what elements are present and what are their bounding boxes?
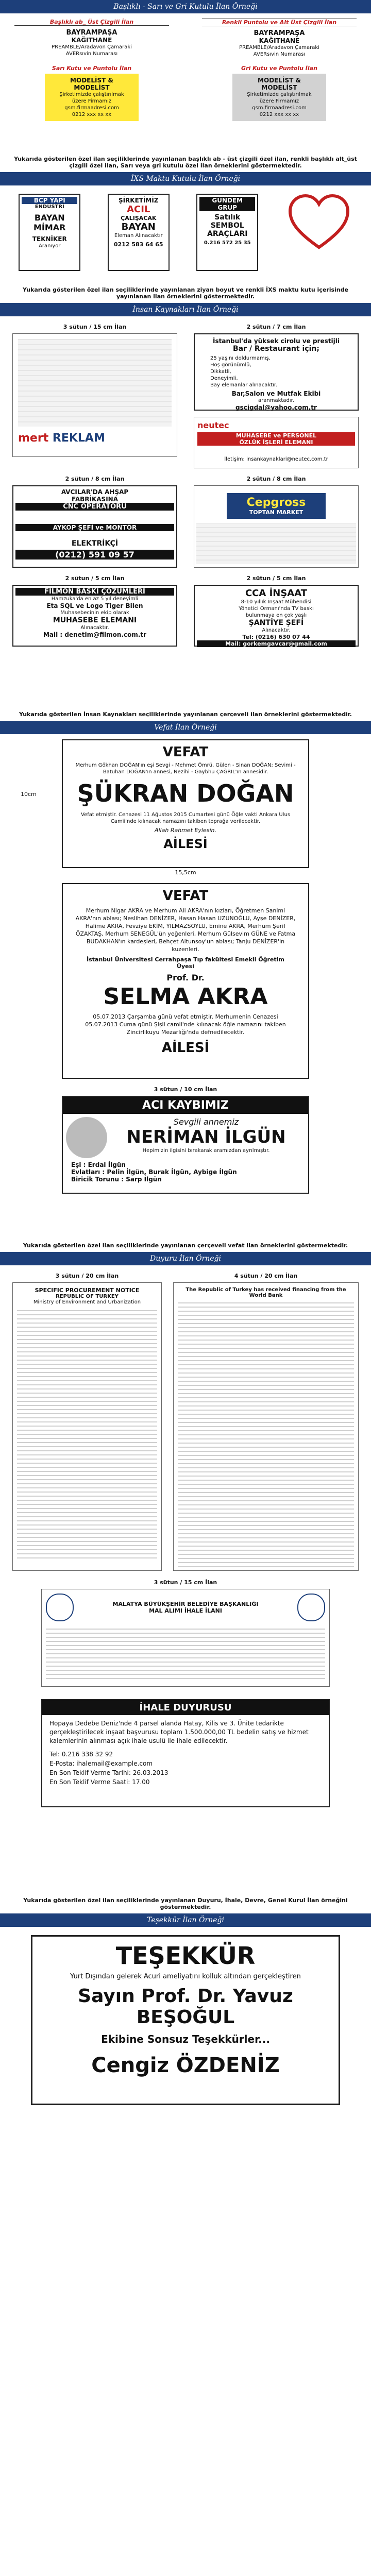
ad-yellow-head: Sarı Kutu ve Puntolu İlan xyxy=(52,65,132,72)
duyuru-2 xyxy=(173,1282,359,1571)
hr-col-right xyxy=(194,320,359,468)
ad-right-header xyxy=(202,19,357,58)
hr-filmon-ad xyxy=(12,585,177,647)
hr-h2: 2 sütun / 7 cm İlan xyxy=(246,324,306,330)
vefat-2-text3: 05.07.2013 Çarşamba günü vefat etmiştir. Merhumenin Cenazesi 05.07.2013 Cuma günü Şişli camii'nde kılınacak öğle namazını takiben Zincirlikuyu Mezarlığı'nda defnedilecektir. xyxy=(85,1013,286,1036)
duyuru-col-right xyxy=(173,1269,359,1571)
duyuru-1 xyxy=(12,1282,162,1571)
ad-gray-title2: MODELİST xyxy=(261,84,297,91)
seal-icon xyxy=(297,1594,325,1621)
ixs1-t6: Aranıyor xyxy=(39,243,61,249)
hr-bar-ad xyxy=(194,333,359,411)
ixs3-t6: 0.216 572 25 35 xyxy=(204,240,251,246)
ixs3-t5: ARAÇLARI xyxy=(207,230,248,238)
vefat-3 xyxy=(62,1096,309,1194)
hr-filmon-h2: MUHASEBE ELEMANI xyxy=(53,616,137,624)
ad-left-title2: KAĞITHANE xyxy=(71,37,112,44)
hr-h4: 2 sütun / 5 cm İlan xyxy=(65,575,125,582)
ihale-head: İHALE DUYURUSU xyxy=(42,1700,329,1715)
duyuru-3-head: MALATYA BÜYÜKŞEHİR BELEDİYE BAŞKANLIĞI xyxy=(112,1601,259,1607)
hr-merk-ad xyxy=(12,333,177,457)
hr-bar-cta2: aranmaktadır. xyxy=(258,398,294,403)
ixs3-t3: Satılık xyxy=(214,213,241,222)
hr-cepgross-logo1: Cepgross xyxy=(246,496,306,509)
ixs2-t6: 0212 583 64 65 xyxy=(113,241,163,248)
vefat-2-head: VEFAT xyxy=(162,888,209,904)
section-5 xyxy=(0,1265,371,1894)
hr-bar-cta: Bar,Salon ve Mutfak Ekibi xyxy=(231,390,321,397)
hr-cnc-h4: AYKOP ŞEFİ ve MONTÖR xyxy=(15,524,174,531)
ihale-row: E-Posta: ihalemail@example.com xyxy=(49,1760,153,1767)
ihale-row: En Son Teklif Verme Tarihi: 26.03.2013 xyxy=(49,1769,168,1776)
hr-cnc-h5: ELEKTRİKÇİ xyxy=(71,539,119,548)
section-bar-5: Duyuru İlan Örneği xyxy=(0,1252,371,1265)
ihale-row: Tel: 0.216 338 32 92 xyxy=(49,1751,113,1758)
hr-neutec-ad xyxy=(194,417,359,468)
duyuru-1-sub2: Ministry of Environment and Urbanization xyxy=(33,1299,141,1305)
ad-right-title: BAYRAMPAŞA xyxy=(254,29,305,37)
ad-yellow-box xyxy=(45,74,139,121)
vefat-1-family: AİLESİ xyxy=(163,837,208,851)
ad-left-header xyxy=(14,19,169,58)
ad-left-sub: PREAMBLE/Aradavon Çamaraki xyxy=(52,44,132,50)
hr-cepgross-ad xyxy=(194,485,359,568)
ad-right-title2: KAĞITHANE xyxy=(259,37,300,44)
hr-cca-h2: ŞANTİYE ŞEFİ xyxy=(248,619,304,627)
ad-gray-l2: üzere Firmamız xyxy=(259,98,299,104)
vefat-3-head: ACI KAYBIMIZ xyxy=(63,1097,308,1114)
hr-cepgross-logo2: TOPTAN MARKET xyxy=(249,509,303,516)
ad-left-title: BAYRAMPAŞA xyxy=(66,29,117,37)
duyuru-col-left xyxy=(12,1269,162,1571)
hr-neutec-h2: ÖZLÜK İŞLERİ ELEMANI xyxy=(197,439,355,446)
ixs-ad-2 xyxy=(108,194,170,271)
section-bar-1: Başlıklı - Sarı ve Gri Kutulu İlan Örneği xyxy=(0,0,371,13)
vefat-2-name: SELMA AKRA xyxy=(103,984,268,1010)
municipality-logo-icon xyxy=(46,1594,74,1621)
hr-merk-logo xyxy=(18,432,172,445)
tesekkur-sub: Ekibine Sonsuz Teşekkürler... xyxy=(101,2033,270,2045)
vefat-3-row: Evlatları : Pelin İlgün, Burak İlgün, Aybige İlgün xyxy=(71,1168,237,1176)
hr-cnc-h1: AVCILAR'DA AHŞAP xyxy=(61,488,129,496)
ixs1-t2: ENDÜSTRİ xyxy=(35,204,64,210)
ad-left-head: Başlıklı ab_ Üst Çizgili İlan xyxy=(14,19,169,26)
hr-col-left2 xyxy=(12,472,177,568)
hr-bar-item: Deneyimli, xyxy=(210,376,238,381)
section-3 xyxy=(0,316,371,708)
section-bar-3: İnsan Kaynakları İlan Örneği xyxy=(0,303,371,316)
ad-yellow-l4: 0212 xxx xx xx xyxy=(72,112,112,117)
vefat-1-height: 10cm xyxy=(21,791,37,798)
ihale-text: Hopaya Dedebe Deniz'nde 4 parsel alanda Hatay, Kilis ve 3. Ünite tedarikte gerçekleştirilecek inşaat başvurusu toplam 1.500.000,00 TL bedelin satış ve hizmet kalemlerinin alınması açık ihale usulü ile ihale edilecektir. xyxy=(49,1720,309,1744)
tesekkur-head: TEŞEKKÜR xyxy=(115,1942,256,1970)
vefat-2 xyxy=(62,883,309,1079)
vefat-3-sub: Sevgili annemiz xyxy=(173,1117,239,1127)
vefat-3-rows xyxy=(63,1161,308,1183)
ixs3-t2: GRUP xyxy=(199,204,255,211)
hr-bar-item: Bay elemanlar alınacaktır. xyxy=(210,382,278,388)
ad-yellow-title: MODELİST & xyxy=(70,77,113,84)
ad-right-sub2: AVERsıvin Numarası xyxy=(253,52,306,57)
tesekkur xyxy=(31,1935,340,2105)
hr-cnc-h2: FABRİKASINA xyxy=(72,496,118,503)
hr-cca-phone: Tel: (0216) 630 07 44 xyxy=(242,634,310,640)
hr-filmon-l3: Muhasebecinin ekip olarak xyxy=(60,610,129,616)
hr-filmon-l4: Alınacaktır. xyxy=(80,625,109,631)
ad-gray-wrap xyxy=(202,65,357,123)
hr-col-left3 xyxy=(12,572,177,647)
hr-bar-sub: için; xyxy=(302,345,319,353)
vefat-1-text2: Vefat etmiştir. Cenazesi 11 Ağustos 2015 Cumartesi günü Öğle vakti Ankara Ulus Camii'nde kılınacak namazını takiben toprağa verilecektir. xyxy=(81,812,290,824)
hr-filmon-h1: FİLMON BASKI ÇÖZÜMLERİ xyxy=(15,588,174,596)
vefat-3-row: Eşi : Erdal İlgün xyxy=(71,1161,126,1168)
hr-col-left xyxy=(12,320,177,468)
ixs2-t5: Eleman Alınacaktır xyxy=(114,233,163,239)
duyuru-h2: 4 sütun / 20 cm İlan xyxy=(234,1273,298,1279)
vefat-3-row: Biricik Torunu : Sarp İlgün xyxy=(71,1176,162,1183)
ixs-ad-3 xyxy=(196,194,258,271)
duyuru-h1: 3 sütun / 20 cm İlan xyxy=(55,1273,119,1279)
ihale-rows xyxy=(42,1750,329,1787)
hr-filmon-l2: Eta SQL ve Logo Tiger Bilen xyxy=(46,602,143,609)
ad-yellow-l1: Şirketimizde çalıştırılmak xyxy=(59,92,124,97)
hr-filmon-l1: Hamzuka'da en az 5 yıl deneyimli xyxy=(51,596,139,602)
ad-gray-l3: gsm.firmaadresi.com xyxy=(252,105,307,111)
ad-gray-head: Gri Kutu ve Puntolu İlan xyxy=(241,65,317,72)
hr-cca-l3: bulunmaya en çok yaşlı xyxy=(245,613,307,618)
hr-bar-mail: gscigdal@yahoo.com.tr xyxy=(235,404,317,411)
ad-right-sub: PREAMBLE/Aradavon Çamaraki xyxy=(239,45,319,50)
section-6 xyxy=(0,1927,371,2113)
duyuru-2-title: The Republic of Turkey has received financing from the World Bank xyxy=(185,1287,346,1298)
avatar xyxy=(66,1117,107,1158)
ixs1-t4: MİMAR xyxy=(33,223,66,232)
hr-bar-item: Hoş görünümlü, xyxy=(210,362,251,368)
ixs1-t1: BCP YAPI xyxy=(22,197,77,204)
vefat-2-text2: İstanbul Üniversitesi Cerrahpaşa Tıp fakültesi Emekli Öğretim Üyesi xyxy=(87,956,284,970)
ixs-ad-1 xyxy=(19,194,80,271)
ixs3-t1: GÜNDEM xyxy=(199,197,255,204)
ihale-duyurusu xyxy=(41,1699,330,1807)
vefat-1 xyxy=(62,739,309,868)
section-2 xyxy=(0,185,371,283)
hr-merk-logo1: mert xyxy=(18,432,49,445)
duyuru-3-sub: MAL ALIMI İHALE İLANI xyxy=(149,1607,222,1614)
ad-gray-title: MODELİST & xyxy=(258,77,301,84)
duyuru-3 xyxy=(41,1589,330,1687)
hr-cca-ad xyxy=(194,585,359,647)
section-4 xyxy=(0,734,371,1239)
ad-gray-l4: 0212 xxx xx xx xyxy=(259,112,299,117)
section-3-note: Yukarıda gösterilen İnsan Kaynakları seçiliklerinde yayınlanan çerçeveli ilan örneklerini göstermektedir. xyxy=(19,711,352,718)
hr-h3: 2 sütun / 8 cm İlan xyxy=(65,476,125,482)
hr-col-right2 xyxy=(194,472,359,568)
vefat-3-name: NERİMAN İLGÜN xyxy=(126,1127,286,1147)
hr-bar-items xyxy=(210,355,355,388)
ad-yellow-l3: gsm.firmaadresi.com xyxy=(64,105,119,111)
hr-col-right3 xyxy=(194,572,359,647)
hr-bar-title2 xyxy=(198,345,355,353)
heart-icon xyxy=(288,194,350,250)
hr-cnc-space xyxy=(15,511,174,524)
vefat-2-title: Prof. Dr. xyxy=(166,973,205,982)
hr-merk-body xyxy=(18,339,172,427)
section-bar-2: İXS Maktu Kutulu İlan Örneği xyxy=(0,172,371,185)
hr-cnc-ad xyxy=(12,485,177,568)
hr-cnc-h3: CNC OPERATÖRÜ xyxy=(15,503,174,511)
hr-h1: 3 sütun / 15 cm İlan xyxy=(63,324,127,330)
ad-yellow-wrap xyxy=(14,65,169,123)
section-bar-4: Vefat İlan Örneği xyxy=(0,721,371,734)
hr-bar-item: 25 yaşını doldurmamış, xyxy=(210,355,271,361)
ixs2-t3: ÇALIŞACAK xyxy=(121,215,157,222)
tesekkur-name: Sayın Prof. Dr. Yavuz BEŞOĞUL xyxy=(78,1986,293,2028)
duyuru-3-body xyxy=(46,1625,325,1682)
hr-h4b: 2 sütun / 5 cm İlan xyxy=(246,575,306,582)
hr-h3b: 2 sütun / 8 cm İlan xyxy=(246,476,306,482)
duyuru-1-body xyxy=(17,1309,157,1562)
vefat-2-text: Merhum Nigar AKRA ve Merhum Ali AKRA'nın kızları, Öğretmen Sanimi AKRA'nın ablası; Neslihan DENİZER, Hasan Hasan UZUNOĞLU, Ayşe DENİZER, Halime AKRA, Fevziye EKİM, YILMAZSOYLU, Emine AKRA, Merhum Şerif ÖZAKTAŞ, Merhum SENEGÜL'ün yeğenleri, Merhum Gülsevim GÜNE ve Fatma BUDAKHAN'ın kardeşleri, Behçet Altunsoy'un ablası; Tanju DENİZER'in kuzenleri. xyxy=(75,907,296,953)
section-1 xyxy=(0,13,371,152)
hr-cca-mail: Mail: gorkemgavcar@gmail.com xyxy=(197,640,356,647)
section-2-note: Yukarıda gösterilen özel ilan seçiliklerinde yayınlanan ziyan boyut ve renkli İXS maktu kutu içerisinde yayınlanan ilan örneklerini göstermektedir. xyxy=(23,286,348,300)
ad-left-sub2: AVERsıvin Numarası xyxy=(65,51,118,57)
ad-gray-l1: Şirketimizde çalıştırılmak xyxy=(247,92,312,97)
hr-cepgross-body xyxy=(196,523,356,564)
ixs2-t1: ŞİRKETİMİZ xyxy=(118,197,159,204)
hr-filmon-mail: Mail : denetim@filmon.com.tr xyxy=(43,631,147,638)
section-1-note: Yukarıda gösterilen özel ilan seçiliklerinde yayınlanan başlıklı ab - üst çizgili özel ilan, renkli başlıklı alt_üst çizgili özel ilan, Sarı veya gri kutulu özel ilan örneklerini göstermektedir. xyxy=(14,156,357,169)
hr-cca-l2: Yönetici Ormanı'nda TV baskı xyxy=(239,606,314,612)
vefat-1-name: ŞÜKRAN DOĞAN xyxy=(77,779,294,807)
vefat-1-wrap xyxy=(21,739,330,876)
vefat-1-width: 15,5cm xyxy=(175,869,196,876)
section-bar-6: Teşekkür İlan Örneği xyxy=(0,1913,371,1927)
section-4-note: Yukarıda gösterilen özel ilan seçiliklerinde yayınlanan çerçeveli vefat ilan örneklerini göstermektedir. xyxy=(23,1242,348,1249)
hr-cnc-space2 xyxy=(15,531,174,539)
ixs-ad-4 xyxy=(285,194,352,271)
vefat-2-family: AİLESİ xyxy=(161,1040,210,1056)
hr-cca-h1: CCA İNŞAAT xyxy=(245,588,308,599)
hr-neutec-logo: neutec xyxy=(197,420,229,430)
vefat-3-h: 3 sütun / 10 cm İlan xyxy=(154,1086,217,1093)
ixs3-t4: SEMBOL xyxy=(210,222,244,230)
ixs2-t4: BAYAN xyxy=(121,222,156,232)
vefat-1-head: VEFAT xyxy=(162,744,209,760)
hr-neutec-h1: MUHASEBE ve PERSONEL xyxy=(197,432,355,439)
hr-merk-logo2: REKLAM xyxy=(52,432,105,445)
ad-yellow-l2: üzere Firmamız xyxy=(72,98,112,104)
hr-cca-l1: 8-10 yıllık İnşaat Mühendisi xyxy=(241,599,312,605)
vefat-1-text: Merhum Gökhan DOĞAN'ın eşi Sevgi - Mehmet Ömrü, Gülen - Sinan DOĞAN; Sevimi - Batuhan DOĞAN'ın annesi, Nezihi - Gaybhu ÇAĞRIL'ın annesidir. xyxy=(75,762,296,775)
ihale-row: En Son Teklif Verme Saati: 17.00 xyxy=(49,1778,150,1786)
hr-neutec-mail: İletişim: insankaynaklari@neutec.com.tr xyxy=(224,456,328,462)
hr-bar-title: İstanbul'da yüksek cirolu ve prestijli xyxy=(213,337,340,345)
ixs1-t5: TEKNİKER xyxy=(32,235,67,243)
hr-bar-item: Dikkatli, xyxy=(210,369,231,375)
ad-gray-box xyxy=(232,74,326,121)
tesekkur-text: Yurt Dışından gelerek Acuri ameliyatını kolluk altından gerçekleştiren xyxy=(70,1973,301,1980)
tesekkur-name2: Cengiz ÖZDENİZ xyxy=(91,2054,280,2077)
hr-bar-title2-main: Bar / Restaurant xyxy=(233,345,300,353)
hr-cepgross-logo xyxy=(227,493,326,519)
duyuru-2-body xyxy=(178,1302,354,1570)
hr-cnc-phone: (0212) 591 09 57 xyxy=(15,550,174,560)
section-5-note: Yukarıda gösterilen özel ilan seçiliklerinde yayınlanan Duyuru, İhale, Devre, Genel Kurul İlan örneğini göstermektedir. xyxy=(23,1897,348,1910)
ixs1-t3: BAYAN xyxy=(34,213,65,223)
ixs2-t2: ACIL xyxy=(127,204,150,215)
ad-right-head: Renkli Puntolu ve Alt Üst Çizgili İlan xyxy=(202,19,357,26)
ad-yellow-title2: MODELİST xyxy=(74,84,110,91)
hr-cca-l4: Alınacaktır. xyxy=(262,628,291,633)
vefat-1-sub: Allah Rahmet Eylesin. xyxy=(154,827,217,834)
duyuru-1-title: SPECIFIC PROCUREMENT NOTICE xyxy=(35,1287,140,1294)
vefat-3-text: Hepimizin ilgisini bırakarak aramızdan ayrılmıştır. xyxy=(142,1148,270,1154)
duyuru-h3: 3 sütun / 15 cm İlan xyxy=(154,1579,217,1586)
duyuru-1-sub: REPUBLIC OF TURKEY xyxy=(56,1294,119,1299)
